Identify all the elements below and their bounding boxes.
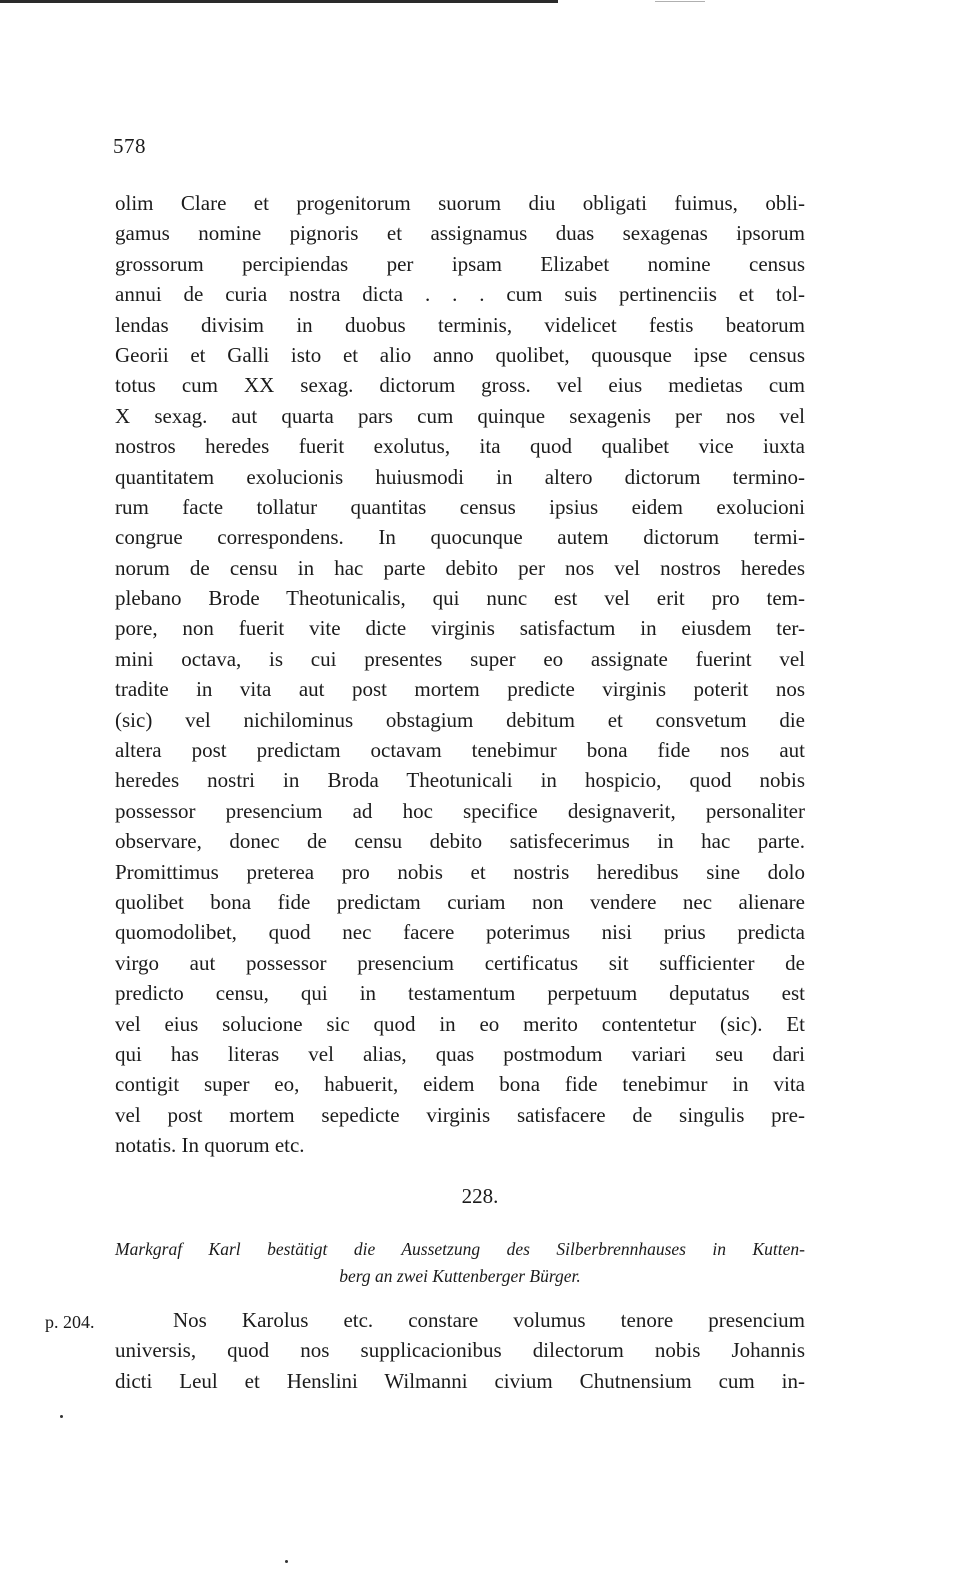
closing-line: Nos Karolus etc. constare volumus tenore presencium (173, 1308, 805, 1332)
top-rule-fragment (655, 1, 705, 2)
body-line: X sexag. aut quarta pars cum quinque sexagenis per nos vel (115, 403, 805, 428)
body-line-last: notatis. In quorum etc. (115, 1133, 305, 1158)
body-line: olim Clare et progenitorum suorum diu obligati fuimus, obli- (115, 191, 805, 215)
body-line: possessor presencium ad hoc specifice designaverit, personaliter (115, 798, 805, 823)
body-line: heredes nostri in Broda Theotunicali in hospicio, quod nobis (115, 768, 805, 793)
body-line: grossorum percipiendas per ipsam Elizabet nomine census (115, 251, 805, 276)
closing-text (115, 1305, 805, 1396)
body-line: mini octava, is cui presentes super eo assignate fuerint vel (115, 646, 805, 671)
body-line: nostros heredes fuerit exolutus, ita quod qualibet vice iuxta (115, 434, 805, 459)
body-line: altera post predictam octavam tenebimur bona fide nos aut (115, 738, 805, 763)
body-line: Promittimus preterea pro nobis et nostris heredibus sine dolo (115, 859, 805, 884)
body-line: totus cum XX sexag. dictorum gross. vel eius medietas cum (115, 373, 805, 398)
heading-line: Markgraf Karl bestätigt die Aussetzung des Silberbrennhauses in Kutten- (115, 1239, 805, 1259)
body-line: gamus nomine pignoris et assignamus duas sexagenas ipsorum (115, 221, 805, 246)
body-line: norum de censu in hac parte debito per nos vel nostros heredes (115, 555, 805, 580)
document-heading (115, 1236, 805, 1290)
body-line: quomodolibet, quod nec facere poterimus nisi prius predicta (115, 920, 805, 945)
heading-line: berg an zwei Kuttenberger Bürger. (339, 1266, 581, 1286)
document-number: 228. (461, 1184, 499, 1208)
closing-line: universis, quod nos supplicacionibus dilectorum nobis Johannis (115, 1338, 805, 1363)
page-number: 578 (113, 134, 146, 158)
body-line: Georii et Galli isto et alio anno quolibet, quousque ipse census (115, 342, 805, 367)
body-line: plebano Brode Theotunicalis, qui nunc est vel erit pro tem- (115, 586, 805, 611)
body-line: pore, non fuerit vite dicte virginis satisfactum in eiusdem ter- (115, 616, 805, 641)
body-line: vel eius solucione sic quod in eo merito contentetur (sic). Et (115, 1011, 805, 1036)
body-line: observare, donec de censu debito satisfecerimus in hac parte. (115, 829, 805, 854)
body-line: tradite in vita aut post mortem predicte virginis poterit nos (115, 677, 805, 702)
body-line: vel post mortem sepedicte virginis satisfacere de singulis pre- (115, 1102, 805, 1127)
body-line: lendas divisim in duobus terminis, videlicet festis beatorum (115, 312, 805, 337)
scan-speck (60, 1415, 63, 1418)
body-line: virgo aut possessor presencium certificatus sit sufficienter de (115, 950, 805, 975)
body-line: annui de curia nostra dicta . . . cum suis pertinenciis et tol- (115, 282, 805, 307)
body-line: (sic) vel nichilominus obstagium debitum et consvetum die (115, 707, 805, 732)
body-line: predicto censu, qui in testamentum perpetuum deputatus est (115, 981, 805, 1006)
body-line: congrue correspondens. In quocunque autem dictorum termi- (115, 525, 805, 550)
scan-speck (285, 1560, 288, 1563)
margin-reference: p. 204. (45, 1312, 95, 1332)
body-line: rum facte tollatur quantitas census ipsius eidem exolucioni (115, 494, 805, 519)
body-line: quantitatem exolucionis huiusmodi in altero dictorum termino- (115, 464, 805, 489)
top-rule (0, 0, 558, 3)
body-line: quolibet bona fide predictam curiam non vendere nec alienare (115, 889, 805, 914)
body-text (115, 188, 805, 1161)
body-line: qui has literas vel alias, quas postmodum variari seu dari (115, 1041, 805, 1066)
closing-line: dicti Leul et Henslini Wilmanni civium Chutnensium cum in- (115, 1368, 805, 1393)
body-line: contigit super eo, habuerit, eidem bona fide tenebimur in vita (115, 1072, 805, 1097)
